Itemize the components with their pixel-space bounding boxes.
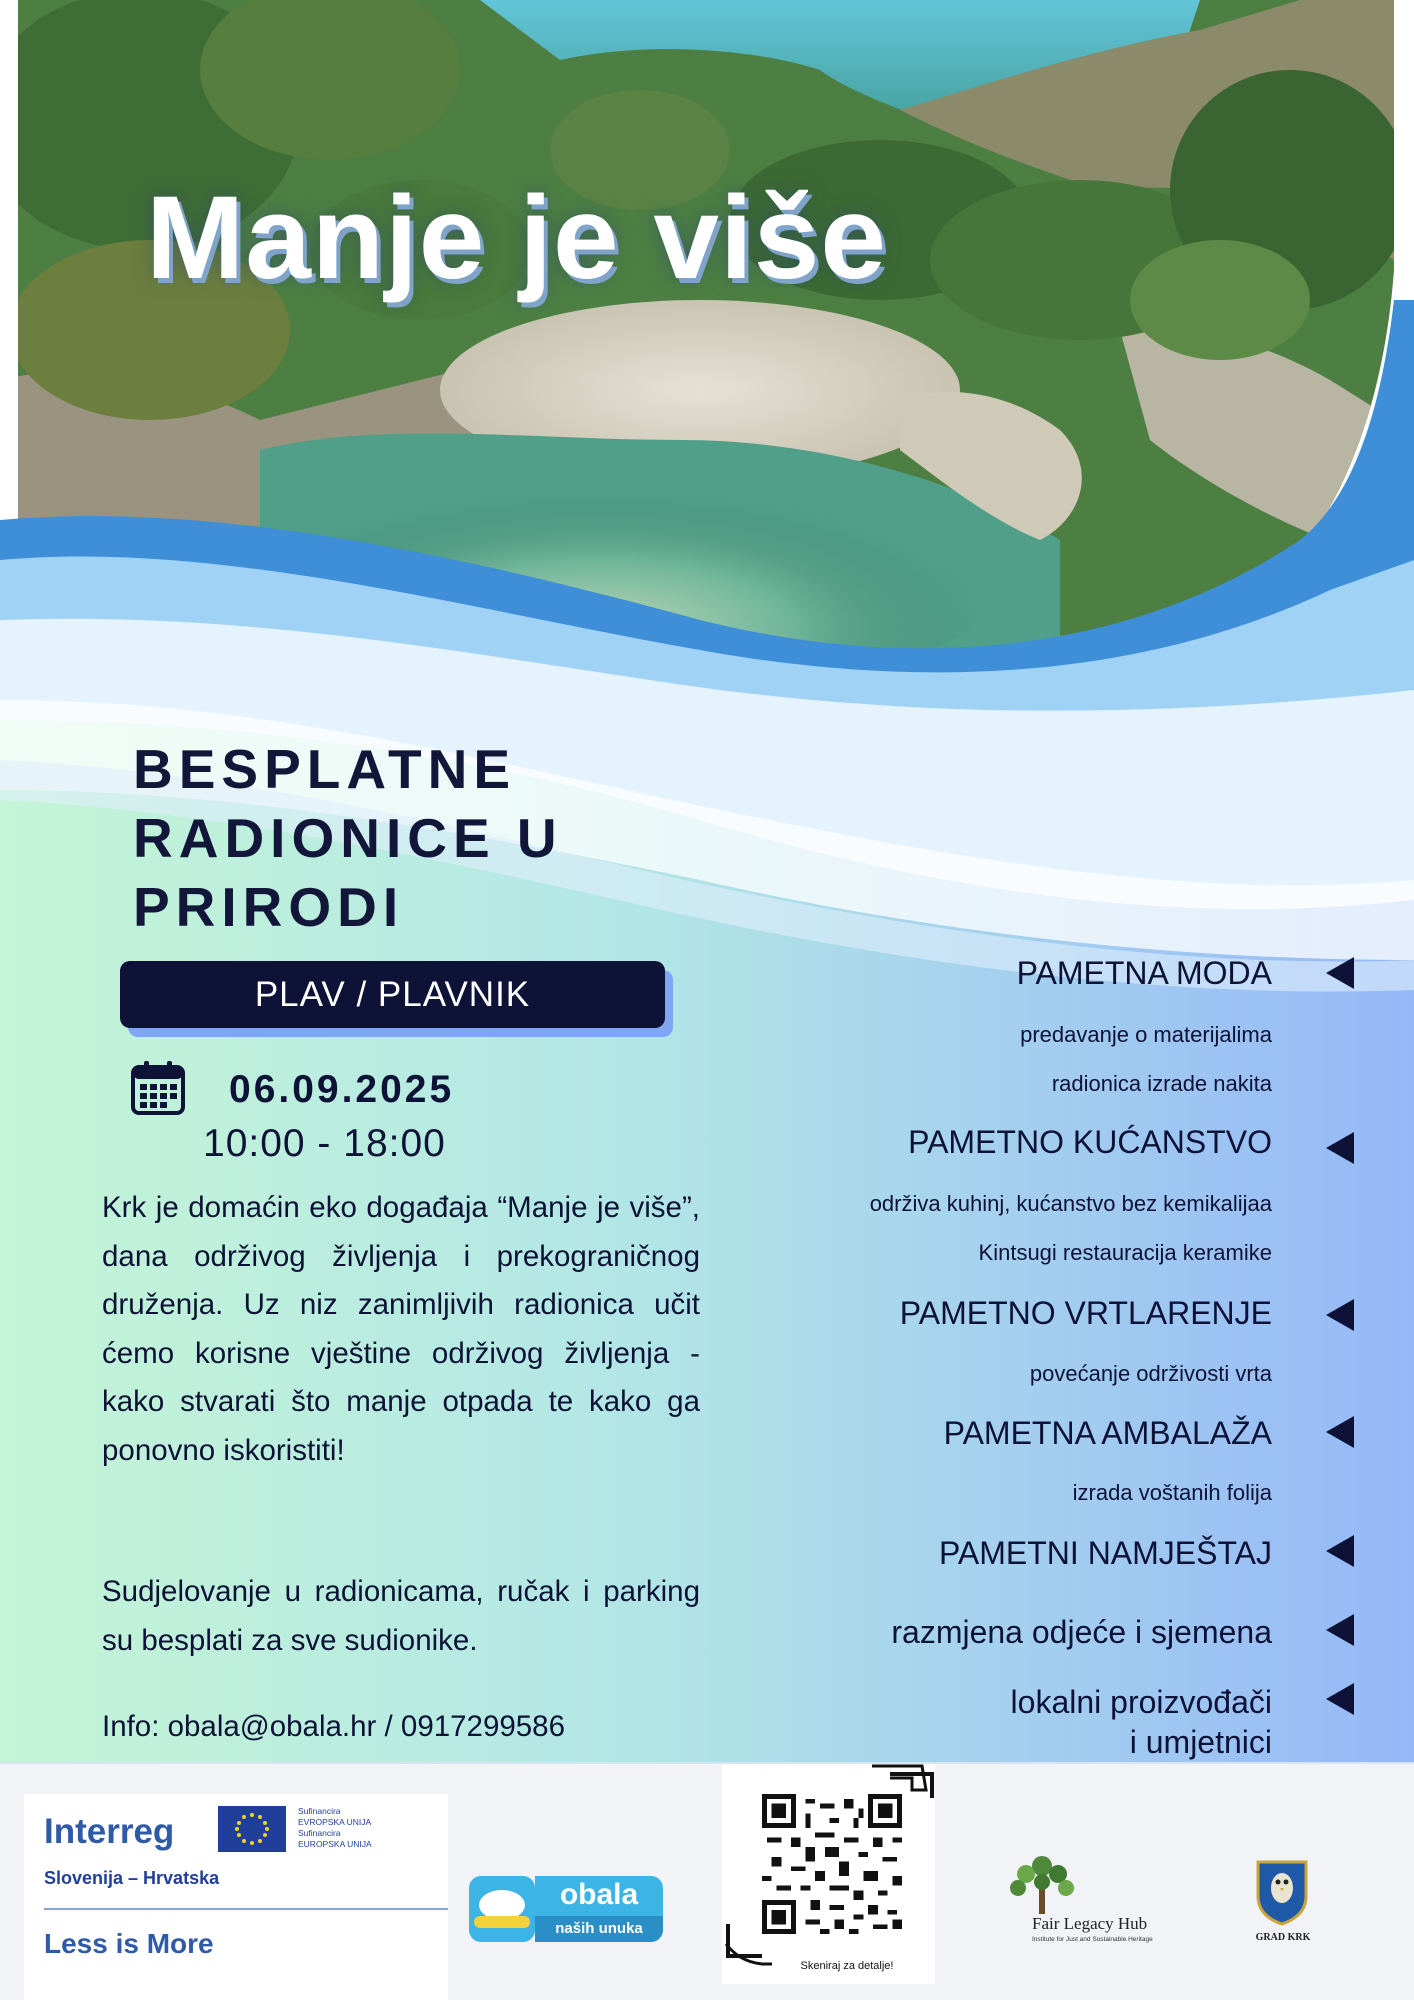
interreg-name: Interreg <box>44 1812 175 1851</box>
left-arrow-icon <box>1326 1614 1354 1646</box>
cofund-line: EVROPSKA UNIJA <box>298 1817 372 1827</box>
coat-of-arms-icon <box>1254 1858 1310 1926</box>
workshop-item: održiva kuhinj, kućanstvo bez kemikalijaa <box>869 1191 1272 1216</box>
workshop-title-7b: i umjetnici <box>1129 1724 1272 1760</box>
workshop-title-6: razmjena odjeće i sjemena <box>891 1614 1272 1650</box>
qr-caption: Skeniraj za detalje! <box>800 1960 894 1972</box>
headline-line-1: BESPLATNE <box>133 738 517 800</box>
grad-krk-label: GRAD KRK <box>1255 1932 1311 1943</box>
event-title: Manje je više <box>146 172 888 304</box>
workshop-item: predavanje o materijalima <box>1020 1022 1272 1047</box>
interreg-project: Less is More <box>44 1928 214 1959</box>
tree-icon <box>998 1852 1088 1916</box>
grad-krk-logo <box>1248 1858 1318 1948</box>
obala-top: obala <box>559 1878 639 1911</box>
cofund-line: EUROPSKA UNIJA <box>298 1839 372 1849</box>
obala-logo <box>469 1876 663 1942</box>
eu-flag-icon <box>218 1806 286 1852</box>
workshop-title-2: PAMETNO KUĆANSTVO <box>908 1124 1272 1160</box>
workshop-title-7a: lokalni proizvođači <box>1010 1684 1272 1720</box>
workshop-item: povećanje održivosti vrta <box>1029 1361 1272 1386</box>
left-arrow-icon <box>1326 1299 1354 1331</box>
fair-legacy-logo <box>990 1852 1190 1952</box>
left-arrow-icon <box>1326 1132 1354 1164</box>
interreg-logo <box>24 1794 448 2000</box>
workshop-item: Kintsugi restauracija keramike <box>978 1240 1272 1265</box>
participation-note: Sudjelovanje u radionicama, ručak i parking su besplati za sve sudionike. <box>102 1575 700 1657</box>
qr-section[interactable] <box>722 1764 935 1984</box>
left-arrow-icon <box>1326 1683 1354 1715</box>
calendar-icon <box>130 1060 186 1116</box>
fair-legacy-name: Fair Legacy Hub <box>1032 1914 1148 1933</box>
obala-bottom: naših unuka <box>555 1920 643 1937</box>
workshop-item: radionica izrade nakita <box>1051 1071 1272 1096</box>
event-time: 10:00 - 18:00 <box>203 1122 446 1165</box>
event-date: 06.09.2025 <box>229 1068 455 1111</box>
headline-line-2: RADIONICE U <box>133 807 563 869</box>
cofund-line: Sufinancira <box>298 1806 341 1816</box>
workshop-title-3: PAMETNO VRTLARENJE <box>899 1295 1272 1331</box>
workshop-title-1: PAMETNA MODA <box>1016 955 1272 991</box>
workshop-item: izrada voštanih folija <box>1072 1480 1272 1505</box>
workshop-title-5: PAMETNI NAMJEŠTAJ <box>938 1535 1272 1571</box>
headline <box>133 735 693 942</box>
location-pill: PLAV / PLAVNIK <box>120 961 665 1028</box>
qr-code-icon[interactable] <box>762 1794 902 1934</box>
fair-legacy-sub: Institute for Just and Sustainable Heritage <box>1032 1936 1153 1943</box>
left-arrow-icon <box>1326 1535 1354 1567</box>
interreg-region: Slovenija – Hrvatska <box>44 1868 220 1888</box>
event-description: Krk je domaćin eko događaja “Manje je više”, dana održivog življenja i prekograničnog druženja. Uz niz zanimljivih radionica učit ćemo korisne vještine održivog življenja - kako stvarati što manje otpada te kako ga ponovno iskoristiti! <box>102 1191 700 1467</box>
interreg-divider <box>44 1908 448 1910</box>
headline-line-3: PRIRODI <box>133 876 405 938</box>
left-arrow-icon <box>1326 957 1354 989</box>
left-arrow-icon <box>1326 1416 1354 1448</box>
workshop-title-4: PAMETNA AMBALAŽA <box>943 1415 1272 1451</box>
contact-info: Info: obala@obala.hr / 0917299586 <box>102 1710 565 1743</box>
cofund-line: Sufinancira <box>298 1828 341 1838</box>
